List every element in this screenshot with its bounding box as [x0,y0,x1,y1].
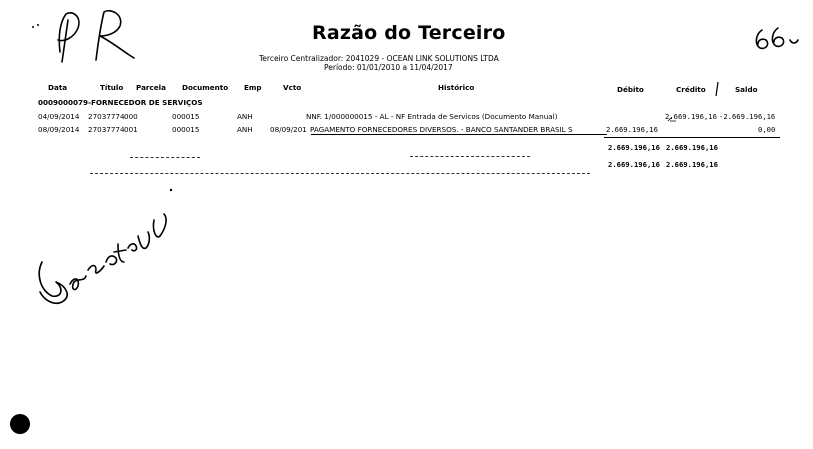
row-document: 000015 [172,125,200,134]
col-historico: Histórico [438,83,475,92]
row-balance: 0,00 [758,125,776,134]
total-credit: 2.669.196,16 [666,160,718,169]
subtotal-debit: 2.669.196,16 [608,143,660,152]
row-title: 27037774 [88,112,125,121]
total-debit: 2.669.196,16 [608,160,660,169]
col-parcela: Parcela [136,83,166,92]
centralizer-line: Terceiro Centralizador: 2041029 - OCEAN LINK SOLUTIONS LTDA [259,54,499,63]
initials-mark [58,11,134,62]
row-history: PAGAMENTO FORNECEDORES DIVERSOS. - BANCO SANTANDER BRASIL S [310,125,573,134]
period-line: Período: 01/01/2010 a 11/04/2017 [324,63,453,72]
row-emp: ANH [237,112,253,121]
row-debit: 2.669.196,16 [606,125,658,134]
speck-mark [37,24,39,26]
col-emp: Emp [244,83,262,92]
col-titulo: Título [100,83,124,92]
group-heading: 0009000079-FORNECEDOR DE SERVIÇOS [38,98,203,107]
row-date: 04/09/2014 [38,112,80,121]
row-parcel: 000 [124,112,138,121]
speck-mark [32,26,34,28]
binder-hole [10,414,30,434]
col-vcto: Vcto [283,83,302,92]
row-balance: -2.669.196,16 [719,112,776,121]
row-document: 000015 [172,112,200,121]
subtotal-credit: 2.669.196,16 [666,143,718,152]
col-credito: Crédito [676,85,706,94]
signature-mark [39,214,166,303]
page-mark [756,28,798,48]
col-data: Data [48,83,68,92]
row-history: NNF. 1/000000015 - AL - NF Entrada de Servicos (Documento Manual) [306,112,558,121]
row-emp: ANH [237,125,253,134]
row-date: 08/09/2014 [38,125,80,134]
col-debito: Débito [617,85,644,94]
report-title: Razão do Terceiro [312,22,506,44]
row-due: 08/09/201 [270,125,307,134]
col-saldo: Saldo [735,85,758,94]
tick-mark [716,82,718,96]
row-title: 27037774 [88,125,125,134]
check-mark [668,117,676,121]
col-documento: Documento [182,83,229,92]
row-parcel: 001 [124,125,138,134]
row-credit: 2.669.196,16 [665,112,717,121]
speck-mark [170,189,172,191]
